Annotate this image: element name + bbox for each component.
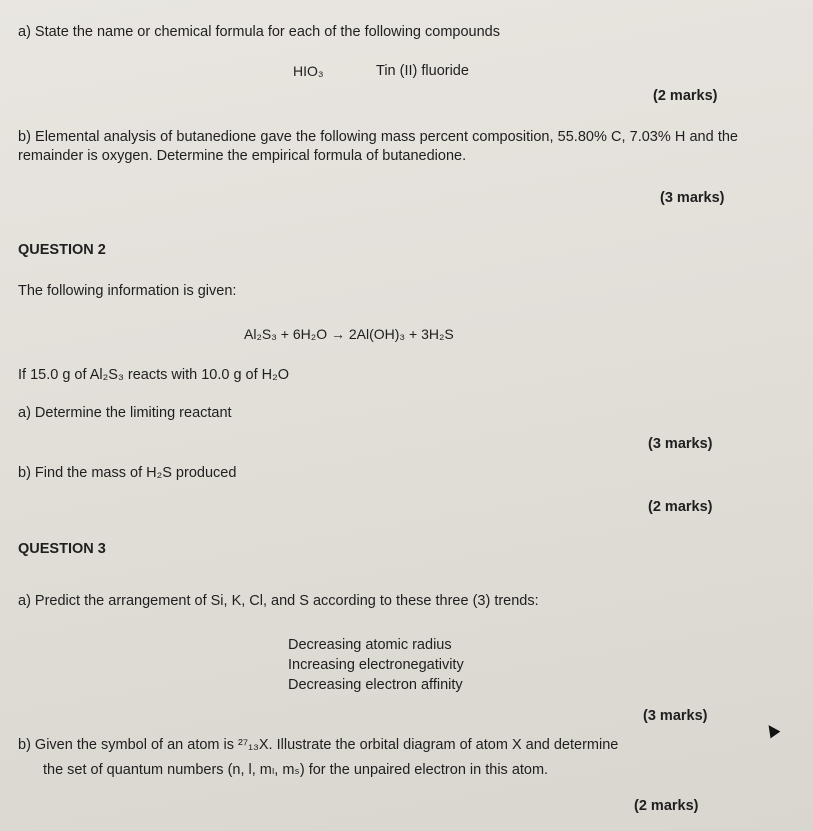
q2-b-marks: (2 marks) [648,499,713,515]
q2-a-text: a) Determine the limiting reactant [18,405,232,421]
q2-intro: The following information is given: [18,283,237,299]
q1-b-marks: (3 marks) [660,190,725,206]
q3-trend-3: Decreasing electron affinity [288,677,463,693]
q3-trend-1: Decreasing atomic radius [288,637,452,653]
q3-heading: QUESTION 3 [18,541,106,557]
q2-a-marks: (3 marks) [648,436,713,452]
q3-b-marks: (2 marks) [634,798,699,814]
q3-a-text: a) Predict the arrangement of Si, K, Cl, and S according to these three (3) trends: [18,593,539,609]
q2-heading: QUESTION 2 [18,242,106,258]
q2-condition: If 15.0 g of Al₂S₃ reacts with 10.0 g of H₂O [18,367,290,383]
q3-b-line-1: b) Given the symbol of an atom is ²⁷₁₃X. Illustrate the orbital diagram of atom X and determine [18,737,619,753]
q1-b-text: b) Elemental analysis of butanedione gave the following mass percent composition, 55.80% C, 7.03% H and the remainder is oxygen. Determine the empirical formula of butanedione. [18,129,738,164]
q3-a-marks: (3 marks) [643,708,708,724]
q1-a-marks: (2 marks) [653,88,718,104]
mouse-pointer-icon [764,722,781,739]
q2-b-text: b) Find the mass of H₂S produced [18,465,237,481]
q2-equation: Al₂S₃ + 6H₂O → 2Al(OH)₃ + 3H₂S [244,326,454,342]
q1-a-item-2: Tin (II) fluoride [376,63,469,79]
q1-a-text: a) State the name or chemical formula for each of the following compounds [18,24,500,40]
q1-a-item-1: HIO₃ [293,63,324,79]
q3-trend-2: Increasing electronegativity [288,657,464,673]
q3-b-line-2: the set of quantum numbers (n, l, mₗ, mₛ) for the unpaired electron in this atom. [43,762,549,778]
